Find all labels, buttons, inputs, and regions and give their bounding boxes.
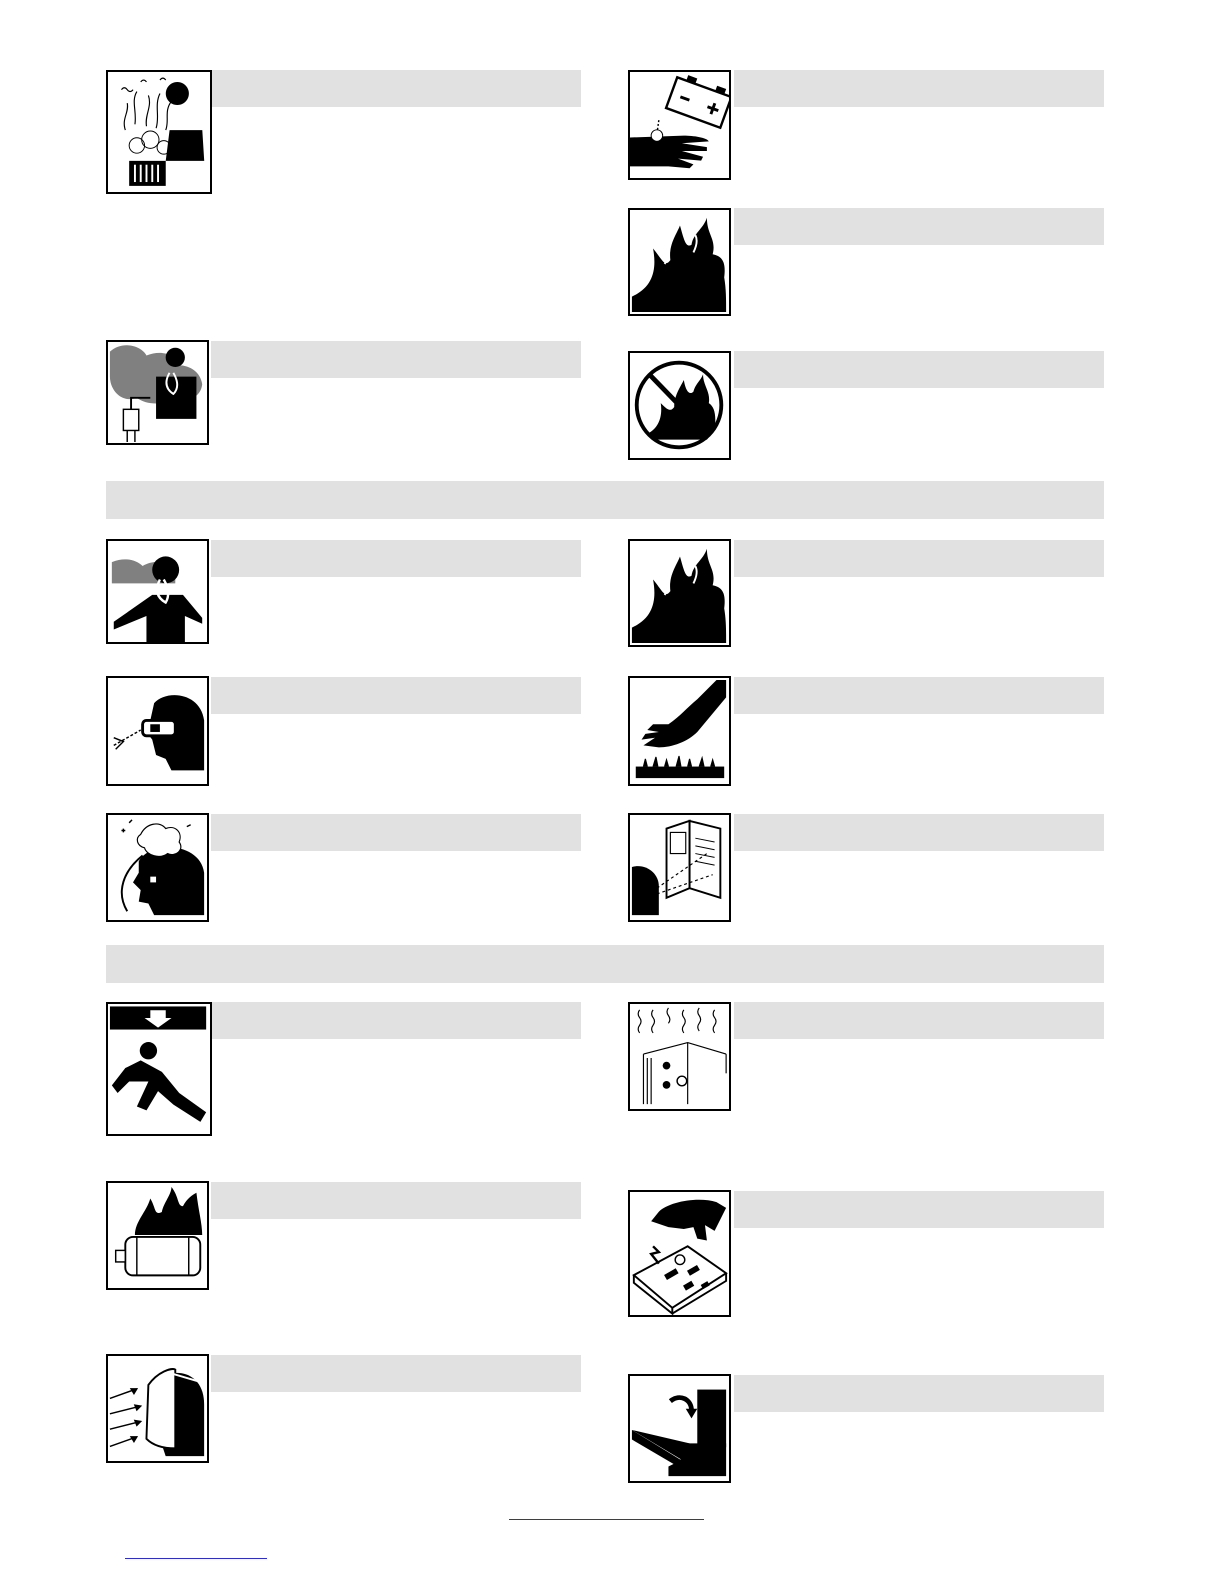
hazard-heading-eye: [211, 677, 581, 714]
hazard-heading-fumes: [211, 540, 581, 577]
hazard-heading-hot-parts: [734, 677, 1104, 714]
hazard-heading-motor-fire: [211, 1182, 581, 1219]
hazard-heading-explosion: [211, 70, 581, 107]
hazard-heading-battery: [734, 70, 1104, 107]
fumes-gases-hazard-icon: [106, 539, 209, 644]
flying-sparks-head-icon: [106, 813, 209, 922]
no-open-flame-icon: [628, 351, 731, 460]
hazard-heading-falling: [211, 1002, 581, 1039]
overheating-unit-icon: [628, 1002, 731, 1111]
hazard-heading-exhaust: [211, 341, 581, 378]
falling-equipment-icon: [106, 1002, 212, 1136]
battery-acid-hazard-icon: [628, 70, 731, 180]
hazard-heading-overheat: [734, 1002, 1104, 1039]
footer-link-1[interactable]: [509, 1519, 704, 1520]
section-bar-1: [106, 481, 1104, 519]
foot-crush-hazard-icon: [628, 1374, 731, 1483]
hazard-heading-face-shield: [211, 1355, 581, 1392]
fire-hazard-icon: [628, 208, 731, 316]
section-bar-2: [106, 945, 1104, 983]
eye-protection-icon: [106, 676, 209, 786]
read-manual-icon: [628, 813, 731, 922]
hazard-heading-static: [734, 1191, 1104, 1228]
static-electricity-pcb-icon: [628, 1190, 731, 1317]
hot-surface-hazard-icon: [628, 676, 731, 786]
hazard-heading-fire-1: [734, 208, 1104, 245]
hazard-heading-no-fire: [734, 351, 1104, 388]
hazard-heading-manual: [734, 814, 1104, 851]
footer-link-2[interactable]: [125, 1558, 267, 1559]
hazard-heading-crush: [734, 1375, 1104, 1412]
hazard-heading-fire-2: [734, 540, 1104, 577]
face-shield-icon: [106, 1354, 209, 1463]
explosion-hazard-icon: [106, 70, 212, 194]
engine-exhaust-hazard-icon: [106, 340, 209, 445]
fire-hazard-icon: [628, 539, 731, 647]
hazard-heading-noise: [211, 814, 581, 851]
motor-fire-icon: [106, 1181, 209, 1290]
